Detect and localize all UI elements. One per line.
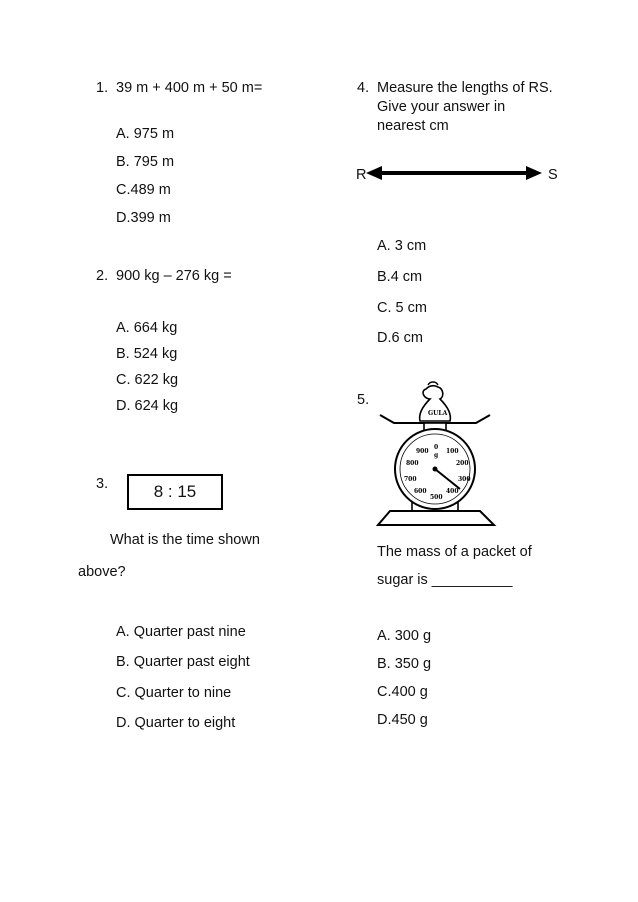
q1-option-a[interactable]: A. 975 m xyxy=(116,126,175,142)
q3-option-a[interactable]: A. Quarter past nine xyxy=(116,624,246,640)
point-r-label: R xyxy=(356,167,367,183)
sugar-bag-icon xyxy=(420,382,451,421)
q5-option-a[interactable]: A. 300 g xyxy=(377,628,432,644)
q4-option-a[interactable]: A. 3 cm xyxy=(377,238,427,254)
q5-number: 5. xyxy=(357,392,370,408)
q4-option-d[interactable]: D.6 cm xyxy=(377,330,423,346)
q4-question-line3: nearest cm xyxy=(377,118,449,134)
svg-text:600: 600 xyxy=(414,488,427,495)
svg-text:g: g xyxy=(434,452,439,459)
svg-text:900: 900 xyxy=(416,448,429,455)
q1-question: 39 m + 400 m + 50 m= xyxy=(116,80,263,96)
q3-option-d[interactable]: D. Quarter to eight xyxy=(116,715,236,731)
svg-text:700: 700 xyxy=(404,476,417,483)
digital-clock-display xyxy=(127,474,223,510)
q2-question: 900 kg – 276 kg = xyxy=(116,268,232,284)
q4-option-c[interactable]: C. 5 cm xyxy=(377,300,427,316)
svg-text:0: 0 xyxy=(434,444,439,451)
q1-option-d[interactable]: D.399 m xyxy=(116,210,171,226)
q3-number: 3. xyxy=(96,476,109,492)
q1-option-c[interactable]: C.489 m xyxy=(116,182,171,198)
q5-question-line1: The mass of a packet of xyxy=(377,544,532,560)
bag-label: GULA xyxy=(428,410,448,417)
q3-question-line1: What is the time shown xyxy=(110,532,260,548)
svg-text:400: 400 xyxy=(446,488,459,495)
q4-question-line2: Give your answer in xyxy=(377,99,506,115)
clock-time: 8 : 15 xyxy=(153,482,197,501)
point-s-label: S xyxy=(548,167,558,183)
q2-number: 2. xyxy=(96,268,109,284)
q3-option-b[interactable]: B. Quarter past eight xyxy=(116,654,250,670)
svg-text:200: 200 xyxy=(456,460,469,467)
q5-option-b[interactable]: B. 350 g xyxy=(377,656,432,672)
q5-option-d[interactable]: D.450 g xyxy=(377,712,428,728)
q5-option-c[interactable]: C.400 g xyxy=(377,684,428,700)
svg-text:300: 300 xyxy=(458,476,471,483)
q2-option-c[interactable]: C. 622 kg xyxy=(116,372,179,388)
q5-question-line2: sugar is __________ xyxy=(377,572,513,588)
q4-option-b[interactable]: B.4 cm xyxy=(377,269,423,285)
q2-option-a[interactable]: A. 664 kg xyxy=(116,320,178,336)
q4-number: 4. xyxy=(357,80,370,96)
svg-text:500: 500 xyxy=(430,494,443,501)
q3-question-line2: above? xyxy=(78,564,126,580)
weighing-scale-icon xyxy=(372,375,504,527)
q3-option-c[interactable]: C. Quarter to nine xyxy=(116,685,232,701)
double-arrow-icon xyxy=(366,163,542,183)
q1-option-b[interactable]: B. 795 m xyxy=(116,154,175,170)
q1-number: 1. xyxy=(96,80,109,96)
q2-option-b[interactable]: B. 524 kg xyxy=(116,346,178,362)
q4-question-line1: Measure the lengths of RS. xyxy=(377,80,553,96)
svg-text:800: 800 xyxy=(406,460,419,467)
q2-option-d[interactable]: D. 624 kg xyxy=(116,398,179,414)
svg-text:100: 100 xyxy=(446,448,459,455)
